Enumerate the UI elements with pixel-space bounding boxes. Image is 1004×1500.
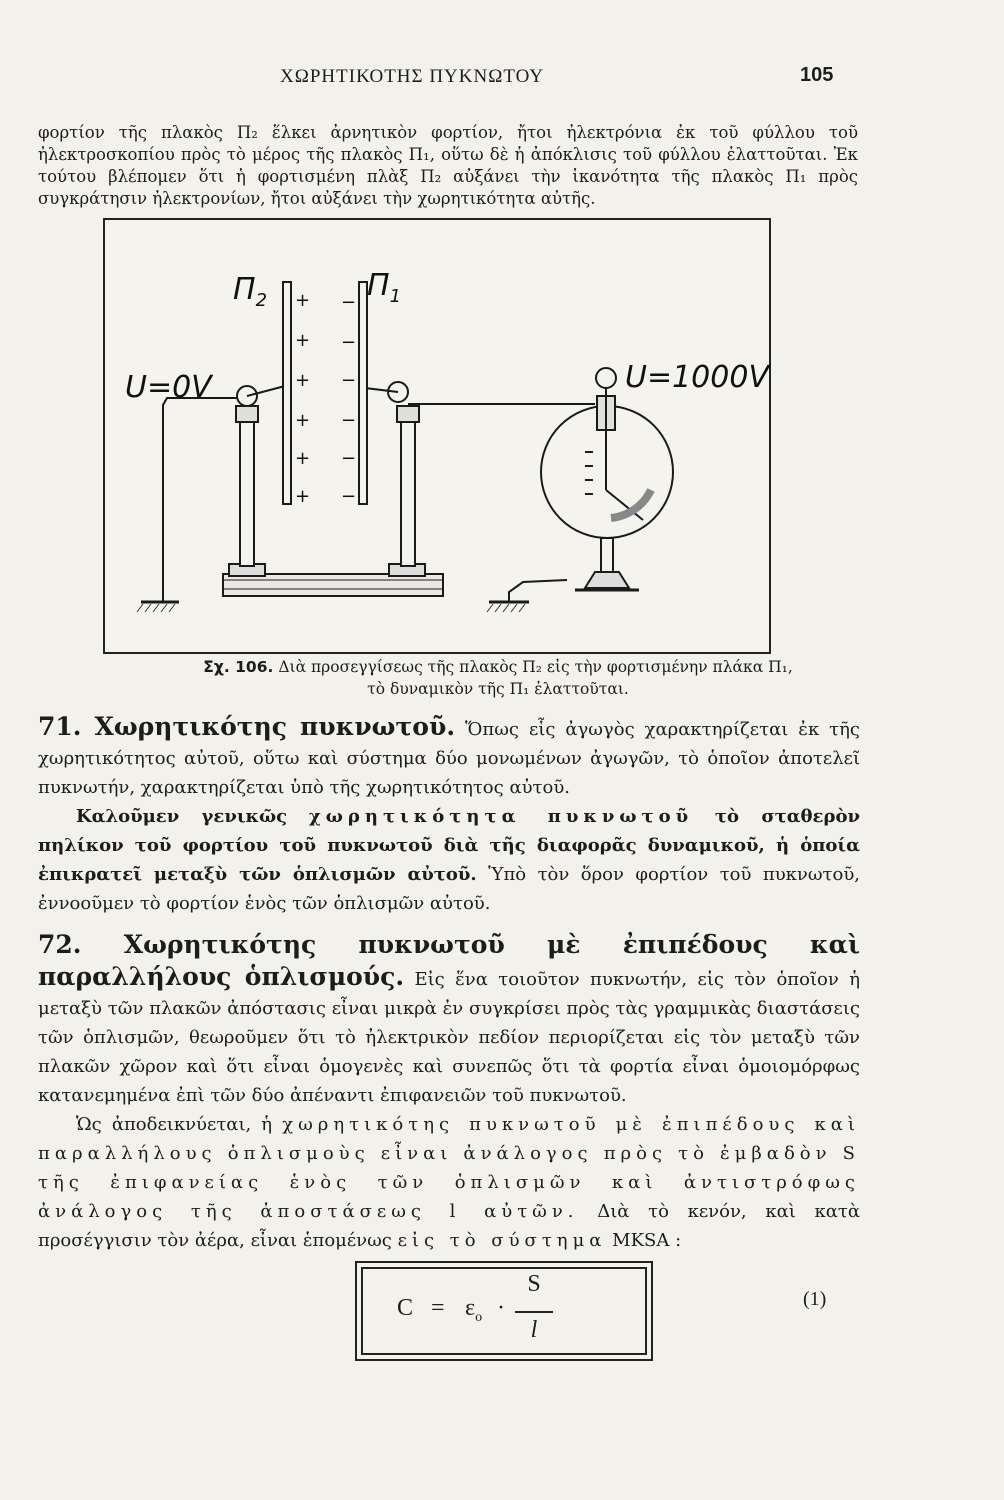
- electroscope-knob: [596, 368, 616, 388]
- minus-sign: −: [341, 370, 357, 391]
- ground-wire-right: [509, 580, 567, 602]
- section-71-text-1: Ὅπως εἷς ἀγωγὸς χαρακτηρίζεται ἐκ τῆς χωρητικότητος αὐτοῦ, οὕτω καὶ σύστημα δύο μονωμένων ἀγωγῶν, τὸ ὁποῖον ἀποτελεῖ πυκνωτήν, χαρακτηρίζεται ὑπὸ τῆς χωρητικότητος αὐτοῦ.: [38, 719, 860, 798]
- section-71-definition: τὸ σταθερὸν πηλίκον τοῦ φορτίου τοῦ πυκνωτοῦ διὰ τῆς διαφορᾶς δυναμικοῦ, ἡ ὁποία ἐπικρατεῖ μεταξὺ τῶν ὁπλισμῶν αὐτοῦ.: [38, 806, 860, 885]
- plus-sign: +: [295, 370, 311, 391]
- running-title: ΧΩΡΗΤΙΚΟΤΗΣ ΠΥΚΝΩΤΟΥ: [280, 66, 545, 87]
- page-header: [0, 62, 1004, 92]
- plus-sign: +: [295, 486, 311, 507]
- section-72-text-2: Ὡς ἀποδεικνύεται, ἡ: [76, 1114, 273, 1135]
- section-72-spaced-system: εἰς τὸ σύστημα: [397, 1230, 607, 1251]
- formula-numerator: S: [527, 1271, 541, 1297]
- capacitance-formula: [357, 1263, 651, 1359]
- plus-sign: +: [295, 410, 311, 431]
- ground-wire-left: [163, 398, 237, 602]
- minus-sign: −: [341, 486, 357, 507]
- section-72-text-3: Διὰ τὸ κενόν, καὶ κατὰ προσέγγισιν τὸν ἀέρα, εἶναι ἑπομένως: [38, 1201, 860, 1251]
- minus-sign: −: [341, 332, 357, 353]
- label-p1: $\Pi_1$: [367, 268, 402, 307]
- figure-number: Σχ. 106.: [203, 658, 274, 676]
- label-p2: $\Pi_2$: [233, 272, 268, 311]
- section-72: [38, 930, 860, 1255]
- plate-p1: [359, 282, 367, 504]
- base-board: [223, 574, 443, 596]
- plus-sign: +: [295, 290, 311, 311]
- section-72-heading: 72. Χωρητικότης πυκνωτοῦ μὲ ἐπιπέδους καὶ παραλλήλους ὁπλισμούς.: [38, 930, 860, 991]
- section-72-unit-system: MKSA :: [612, 1230, 682, 1251]
- caption-line-1: Διὰ προσεγγίσεως τῆς πλακὸς Π₂ εἰς τὴν φορτισμένην πλάκα Π₁,: [278, 658, 793, 676]
- formula-epsilon: $\varepsilon_o$: [465, 1295, 483, 1325]
- section-72-text-1: Εἰς ἕνα τοιοῦτον πυκνωτήν, εἰς τὸν ὁποῖον ἡ μεταξὺ τῶν πλακῶν ἀπόστασις εἶναι μικρὰ ἐν συγκρίσει πρὸς τὰς γραμμικὰς διαστάσεις τῶν ὁπλισμῶν, θεωροῦμεν ὅτι τὸ ἠλεκτρικὸν πεδίον περιορίζεται εἰς τὸν μεταξὺ τῶν πλακῶν χῶρον καὶ ὅτι εἶναι ὁμογενὲς καὶ συνεπῶς ὅτι τὰ φορτία εἶναι ὁμοιομόρφως κατανεμημένα ἐπὶ τῶν δύο ἀπέναντι ἐπιφανειῶν τοῦ πυκνωτοῦ.: [38, 969, 860, 1106]
- minus-sign: −: [341, 292, 357, 313]
- figure-caption: [148, 656, 848, 700]
- formula-equals: =: [431, 1295, 445, 1321]
- section-71: [38, 712, 860, 918]
- section-71-text-2: Ὑπὸ τὸν ὅρον φορτίον τοῦ πυκνωτοῦ, ἐννοοῦμεν τὸ φορτίον ἑνὸς τῶν ὁπλισμῶν αὐτοῦ.: [38, 864, 860, 914]
- minus-sign: −: [341, 448, 357, 469]
- right-stand-column: [401, 420, 415, 566]
- formula-box: [355, 1261, 653, 1361]
- label-u-zero: U=0V: [125, 370, 212, 405]
- formula-denominator: l: [530, 1317, 538, 1343]
- intro-paragraph: φορτίον τῆς πλακὸς Π₂ ἕλκει ἀρνητικὸν φορτίον, ἤτοι ἠλεκτρόνια ἐκ τοῦ φύλλου τοῦ ἠλεκτροσκοπίου πρὸς τὸ μέρος τῆς πλακὸς Π₁, οὕτω δὲ ἡ ἀπόκλισις τοῦ φύλλου ἐλαττοῦται. Ἐκ τούτου βλέπομεν ὅτι ἡ φορτισμένη πλὰξ Π₂ αὐξάνει τὴν ἱκανότητα τῆς πλακὸς Π₁ πρὸς συγκράτησιν ἠλεκτρονίων, ἤτοι αὐξάνει τὴν χωρητικότητα αὐτῆς.: [38, 123, 858, 208]
- label-u-1000: U=1000V: [625, 360, 769, 395]
- formula-lhs: C: [397, 1295, 414, 1321]
- figure-106: [103, 218, 771, 654]
- plate-p2: [283, 282, 291, 504]
- minus-sign: −: [341, 410, 357, 431]
- page-number: 105: [800, 64, 834, 86]
- section-71-bold-1: Καλοῦμεν γενικῶς: [76, 806, 288, 827]
- plus-sign: +: [295, 448, 311, 469]
- plus-sign: +: [295, 330, 311, 351]
- left-stand-column: [240, 420, 254, 566]
- electroscope-diagram: [105, 220, 769, 652]
- equation-number: (1): [803, 1288, 827, 1310]
- section-71-spaced-term: χωρητικότητα πυκνωτοῦ: [308, 806, 694, 827]
- section-72-spaced-theorem: χωρητικότης πυκνωτοῦ μὲ ἐπιπέδους καὶ παραλλήλους ὁπλισμοὺς εἶναι ἀνάλογος πρὸς τὸ ἐμβαδὸν S τῆς ἐπιφανείας ἑνὸς τῶν ὁπλισμῶν καὶ ἀντιστρόφως ἀνάλογος τῆς ἀποστάσεως l αὐτῶν.: [38, 1114, 860, 1222]
- caption-line-2: τὸ δυναμικὸν τῆς Π₁ ἐλαττοῦται.: [367, 680, 629, 698]
- formula-dot: ·: [497, 1295, 505, 1321]
- section-71-heading: 71. Χωρητικότης πυκνωτοῦ.: [38, 712, 456, 741]
- fraction-bar: [515, 1311, 553, 1313]
